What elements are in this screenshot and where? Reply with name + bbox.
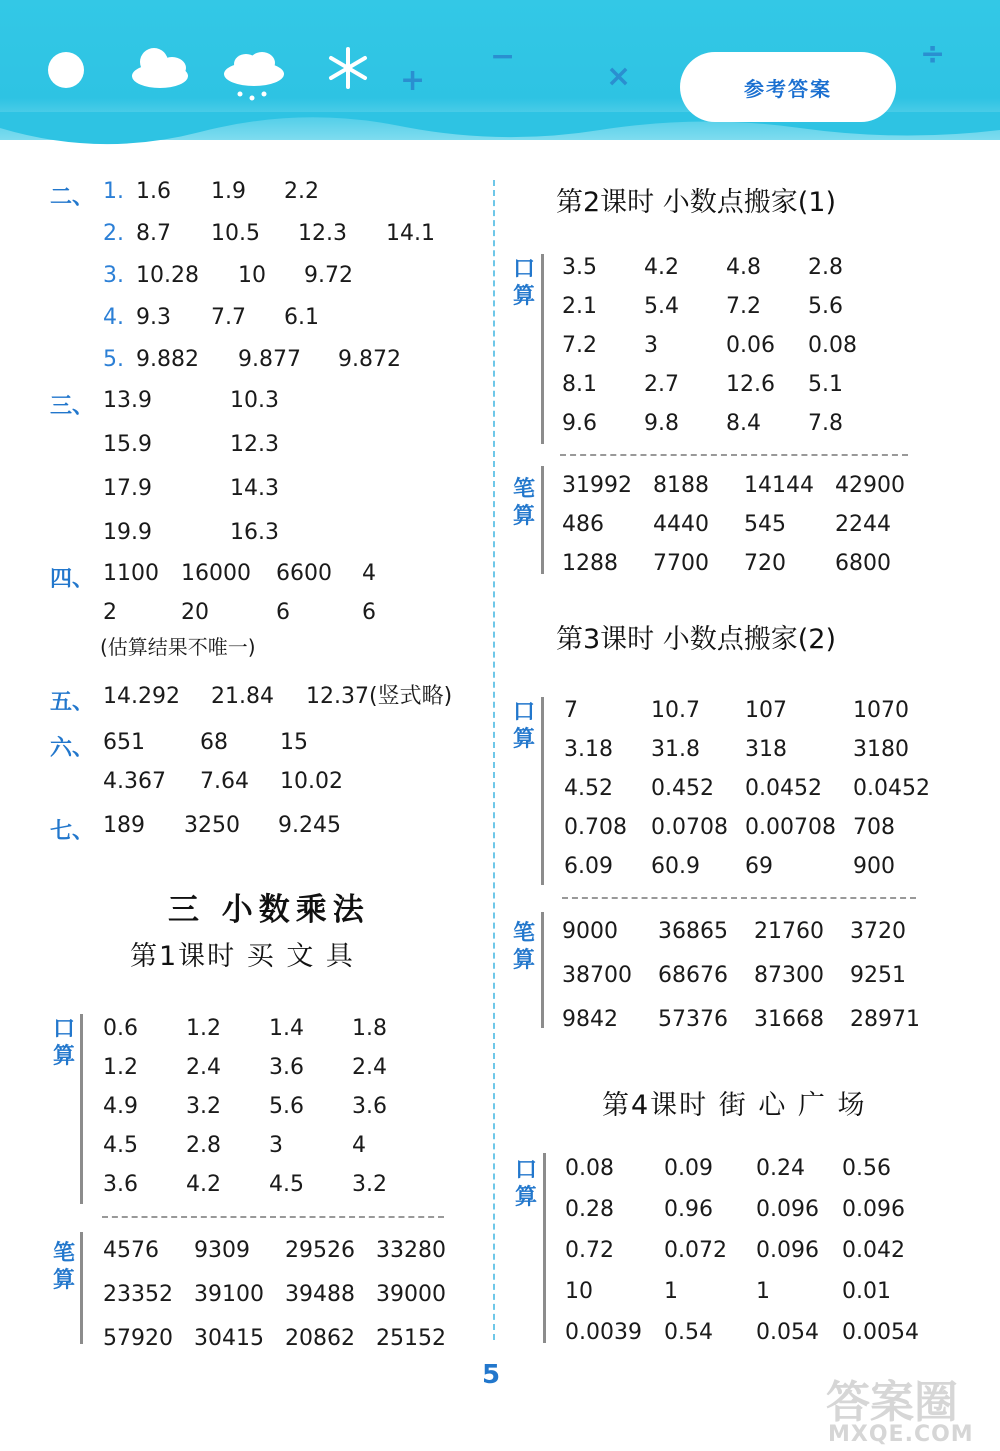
grid-cell: 0.708 <box>564 815 627 840</box>
grid-cell: 0.00708 <box>745 815 836 840</box>
grid-cell: 60.9 <box>651 854 700 879</box>
grid-cell: 1.2 <box>186 1016 221 1041</box>
grid-cell: 9842 <box>562 1007 618 1032</box>
answer-value: 7.64 <box>200 769 249 794</box>
lesson-3-title: 第3课时 小数点搬家(2) <box>556 624 837 655</box>
answer-value: 14.3 <box>230 476 279 501</box>
grid-cell: 2244 <box>835 512 891 537</box>
lesson-2-written-grid <box>562 475 926 575</box>
lesson-3-oral-grid <box>564 700 933 878</box>
grid-cell: 0.6 <box>103 1016 138 1041</box>
grid-cell: 23352 <box>103 1282 173 1307</box>
grid-cell: 1 <box>664 1279 678 1304</box>
grid-cell: 4576 <box>103 1238 159 1263</box>
grid-cell: 2.1 <box>562 294 597 319</box>
grid-cell: 25152 <box>376 1326 446 1351</box>
grid-cell: 31.8 <box>651 737 700 762</box>
answer-value: 4.367 <box>103 769 166 794</box>
answer-value: 9.245 <box>278 813 341 838</box>
grid-cell: 8188 <box>653 473 709 498</box>
grid-cell: 318 <box>745 737 787 762</box>
answer-value: 16.3 <box>230 520 279 545</box>
grid-cell: 7 <box>564 698 578 723</box>
grid-cell: 39100 <box>194 1282 264 1307</box>
grid-cell: 31668 <box>754 1007 824 1032</box>
grid-cell: 1.2 <box>103 1055 138 1080</box>
grid-cell: 3 <box>644 333 658 358</box>
answer-value: 21.84 <box>211 684 274 709</box>
grid-cell: 20862 <box>285 1326 355 1351</box>
lesson-2-title: 第2课时 小数点搬家(1) <box>556 187 837 218</box>
watermark-logo <box>826 1366 996 1448</box>
grid-cell: 900 <box>853 854 895 879</box>
answer-value: 15 <box>280 730 308 755</box>
grid-cell: 69 <box>745 854 773 879</box>
grid-cell: 68676 <box>658 963 728 988</box>
grid-cell: 57376 <box>658 1007 728 1032</box>
answer-value: 9.877 <box>238 347 301 372</box>
answer-value: 651 <box>103 730 145 755</box>
grid-cell: 36865 <box>658 919 728 944</box>
grid-cell: 0.06 <box>726 333 775 358</box>
grid-cell: 0.01 <box>842 1279 891 1304</box>
answer-value: 14.292 <box>103 684 180 709</box>
section-bar <box>541 254 544 444</box>
grid-cell: 3.2 <box>186 1094 221 1119</box>
grid-cell: 0.09 <box>664 1156 713 1181</box>
grid-cell: 10.7 <box>651 698 700 723</box>
grid-cell: 1.8 <box>352 1016 387 1041</box>
grid-cell: 57920 <box>103 1326 173 1351</box>
answer-value: 2.2 <box>284 179 319 204</box>
section-bar <box>541 697 544 885</box>
answer-value: 9.72 <box>304 263 353 288</box>
dashed-separator <box>560 454 908 456</box>
grid-cell: 2.8 <box>186 1133 221 1158</box>
grid-cell: 31992 <box>562 473 632 498</box>
page-number: 5 <box>482 1360 501 1390</box>
dashed-separator <box>102 1216 444 1218</box>
grid-cell: 87300 <box>754 963 824 988</box>
answer-value: 7.7 <box>211 305 246 330</box>
item-number: 3. <box>103 263 124 288</box>
section-bar <box>80 1232 83 1344</box>
grid-cell: 4.9 <box>103 1094 138 1119</box>
grid-cell: 4440 <box>653 512 709 537</box>
lesson-3-written-grid <box>562 921 946 1031</box>
answer-value: 20 <box>181 600 209 625</box>
grid-cell: 3 <box>269 1133 283 1158</box>
grid-cell: 0.452 <box>651 776 714 801</box>
grid-cell: 3180 <box>853 737 909 762</box>
watermark-url: MXQE.COM <box>828 1422 974 1447</box>
grid-cell: 0.72 <box>565 1238 614 1263</box>
grid-cell: 9000 <box>562 919 618 944</box>
answer-value: 10.28 <box>136 263 199 288</box>
answer-value: 6600 <box>276 561 332 586</box>
grid-cell: 2.8 <box>808 255 843 280</box>
answer-value: 68 <box>200 730 228 755</box>
answer-value: 10.3 <box>230 388 279 413</box>
grid-cell: 0.096 <box>842 1197 905 1222</box>
lesson-4-title: 第4课时 街 心 广 场 <box>602 1090 867 1121</box>
grid-cell: 39000 <box>376 1282 446 1307</box>
answer-value: 9.3 <box>136 305 171 330</box>
answer-value: 12.3 <box>298 221 347 246</box>
grid-cell: 1288 <box>562 551 618 576</box>
grid-cell: 0.28 <box>565 1197 614 1222</box>
lesson-1-written-grid <box>103 1240 467 1350</box>
grid-cell: 0.0452 <box>745 776 822 801</box>
grid-cell: 4.5 <box>269 1172 304 1197</box>
grid-cell: 8.1 <box>562 372 597 397</box>
section-bar <box>541 466 544 574</box>
answer-value: 14.1 <box>386 221 435 246</box>
answer-value: 12.3 <box>230 432 279 457</box>
grid-cell: 5.6 <box>269 1094 304 1119</box>
answer-key-badge: 参考答案 <box>680 52 896 122</box>
answer-value: 10 <box>238 263 266 288</box>
answer-value: 189 <box>103 813 145 838</box>
multiply-icon: × <box>606 59 632 94</box>
grid-cell: 33280 <box>376 1238 446 1263</box>
grid-cell: 7700 <box>653 551 709 576</box>
grid-cell: 4.2 <box>186 1172 221 1197</box>
grid-cell: 1 <box>756 1279 770 1304</box>
grid-cell: 0.054 <box>756 1320 819 1345</box>
grid-cell: 3.5 <box>562 255 597 280</box>
grid-cell: 2.4 <box>352 1055 387 1080</box>
grid-cell: 0.24 <box>756 1156 805 1181</box>
rain-cloud-icon <box>222 50 286 104</box>
grid-cell: 0.0054 <box>842 1320 919 1345</box>
grid-cell: 6.09 <box>564 854 613 879</box>
grid-cell: 3.18 <box>564 737 613 762</box>
grid-cell: 3.6 <box>269 1055 304 1080</box>
lesson-4-oral-grid <box>565 1158 932 1344</box>
answer-value: 10.02 <box>280 769 343 794</box>
answer-value: 15.9 <box>103 432 152 457</box>
oral-calc-label: 口 算 <box>512 700 535 752</box>
grid-cell: 9.6 <box>562 411 597 436</box>
item-number: 4. <box>103 305 124 330</box>
grid-cell: 0.0708 <box>651 815 728 840</box>
header-banner <box>0 0 1000 140</box>
answer-value: 1.6 <box>136 179 171 204</box>
grid-cell: 9309 <box>194 1238 250 1263</box>
oral-calc-label: 口 算 <box>52 1017 75 1069</box>
grid-cell: 7.2 <box>562 333 597 358</box>
grid-cell: 9251 <box>850 963 906 988</box>
grid-cell: 545 <box>744 512 786 537</box>
answer-value: 9.872 <box>338 347 401 372</box>
grid-cell: 3720 <box>850 919 906 944</box>
section-7-label: 七、 <box>50 819 95 844</box>
grid-cell: 4.52 <box>564 776 613 801</box>
answer-value: 3250 <box>184 813 240 838</box>
answer-value: 13.9 <box>103 388 152 413</box>
grid-cell: 0.56 <box>842 1156 891 1181</box>
answer-value: 6 <box>276 600 290 625</box>
grid-cell: 4.2 <box>644 255 679 280</box>
grid-cell: 3.2 <box>352 1172 387 1197</box>
written-calc-label: 笔 算 <box>512 921 535 973</box>
item-number: 1. <box>103 179 124 204</box>
item-number: 2. <box>103 221 124 246</box>
grid-cell: 7.2 <box>726 294 761 319</box>
grid-cell: 720 <box>744 551 786 576</box>
grid-cell: 4 <box>352 1133 366 1158</box>
answer-value: 12.37(竖式略) <box>306 684 453 709</box>
grid-cell: 6800 <box>835 551 891 576</box>
written-calc-label: 笔 算 <box>52 1241 75 1293</box>
grid-cell: 0.96 <box>664 1197 713 1222</box>
answer-value: 17.9 <box>103 476 152 501</box>
grid-cell: 10 <box>565 1279 593 1304</box>
grid-cell: 3.6 <box>352 1094 387 1119</box>
grid-cell: 0.096 <box>756 1197 819 1222</box>
written-calc-label: 笔 算 <box>512 477 535 529</box>
grid-cell: 0.096 <box>756 1238 819 1263</box>
grid-cell: 0.08 <box>808 333 857 358</box>
answer-value: 9.882 <box>136 347 199 372</box>
grid-cell: 107 <box>745 698 787 723</box>
item-number: 5. <box>103 347 124 372</box>
grid-cell: 4.8 <box>726 255 761 280</box>
grid-cell: 5.6 <box>808 294 843 319</box>
divide-icon: ÷ <box>920 37 946 72</box>
section-4-label: 四、 <box>50 567 95 592</box>
grid-cell: 38700 <box>562 963 632 988</box>
estimate-note: (估算结果不唯一) <box>100 635 256 659</box>
watermark-text: 答案圈 <box>826 1377 958 1428</box>
section-bar <box>541 912 544 1028</box>
answer-value: 19.9 <box>103 520 152 545</box>
grid-cell: 0.08 <box>565 1156 614 1181</box>
answer-value: 2 <box>103 600 117 625</box>
plus-icon: + <box>400 63 426 98</box>
grid-cell: 0.0039 <box>565 1320 642 1345</box>
grid-cell: 708 <box>853 815 895 840</box>
section-6-label: 六、 <box>50 736 95 761</box>
grid-cell: 39488 <box>285 1282 355 1307</box>
answer-value: 6 <box>362 600 376 625</box>
answer-value: 10.5 <box>211 221 260 246</box>
grid-cell: 8.4 <box>726 411 761 436</box>
grid-cell: 2.4 <box>186 1055 221 1080</box>
section-bar <box>80 1014 83 1204</box>
answer-value: 1100 <box>103 561 159 586</box>
grid-cell: 4.5 <box>103 1133 138 1158</box>
answer-value: 8.7 <box>136 221 171 246</box>
lesson-1-title: 第1课时 买 文 具 <box>130 941 355 972</box>
grid-cell: 30415 <box>194 1326 264 1351</box>
dashed-separator <box>562 897 916 899</box>
answer-value: 4 <box>362 561 376 586</box>
grid-cell: 21760 <box>754 919 824 944</box>
grid-cell: 3.6 <box>103 1172 138 1197</box>
grid-cell: 29526 <box>285 1238 355 1263</box>
oral-calc-label: 口 算 <box>514 1158 537 1210</box>
grid-cell: 1070 <box>853 698 909 723</box>
answer-value: 1.9 <box>211 179 246 204</box>
sun-icon <box>48 52 84 88</box>
grid-cell: 7.8 <box>808 411 843 436</box>
grid-cell: 5.1 <box>808 372 843 397</box>
lesson-1-oral-grid <box>103 1018 435 1196</box>
unit-title: 三 小数乘法 <box>168 892 370 928</box>
section-5-label: 五、 <box>50 690 95 715</box>
section-2-label: 二、 <box>50 185 95 210</box>
grid-cell: 0.042 <box>842 1238 905 1263</box>
grid-cell: 5.4 <box>644 294 679 319</box>
grid-cell: 9.8 <box>644 411 679 436</box>
oral-calc-label: 口 算 <box>512 257 535 309</box>
section-bar <box>543 1153 546 1343</box>
section-3-label: 三、 <box>50 394 95 419</box>
answer-value: 16000 <box>181 561 251 586</box>
grid-cell: 0.072 <box>664 1238 727 1263</box>
grid-cell: 14144 <box>744 473 814 498</box>
grid-cell: 2.7 <box>644 372 679 397</box>
grid-cell: 12.6 <box>726 372 775 397</box>
column-divider <box>493 180 495 1340</box>
grid-cell: 42900 <box>835 473 905 498</box>
grid-cell: 28971 <box>850 1007 920 1032</box>
partly-cloudy-icon <box>128 44 192 90</box>
answer-value: 6.1 <box>284 305 319 330</box>
lesson-2-oral-grid <box>562 257 890 435</box>
minus-icon: − <box>490 39 516 74</box>
grid-cell: 0.0452 <box>853 776 930 801</box>
snowflake-icon <box>326 46 370 90</box>
grid-cell: 0.54 <box>664 1320 713 1345</box>
grid-cell: 1.4 <box>269 1016 304 1041</box>
grid-cell: 486 <box>562 512 604 537</box>
